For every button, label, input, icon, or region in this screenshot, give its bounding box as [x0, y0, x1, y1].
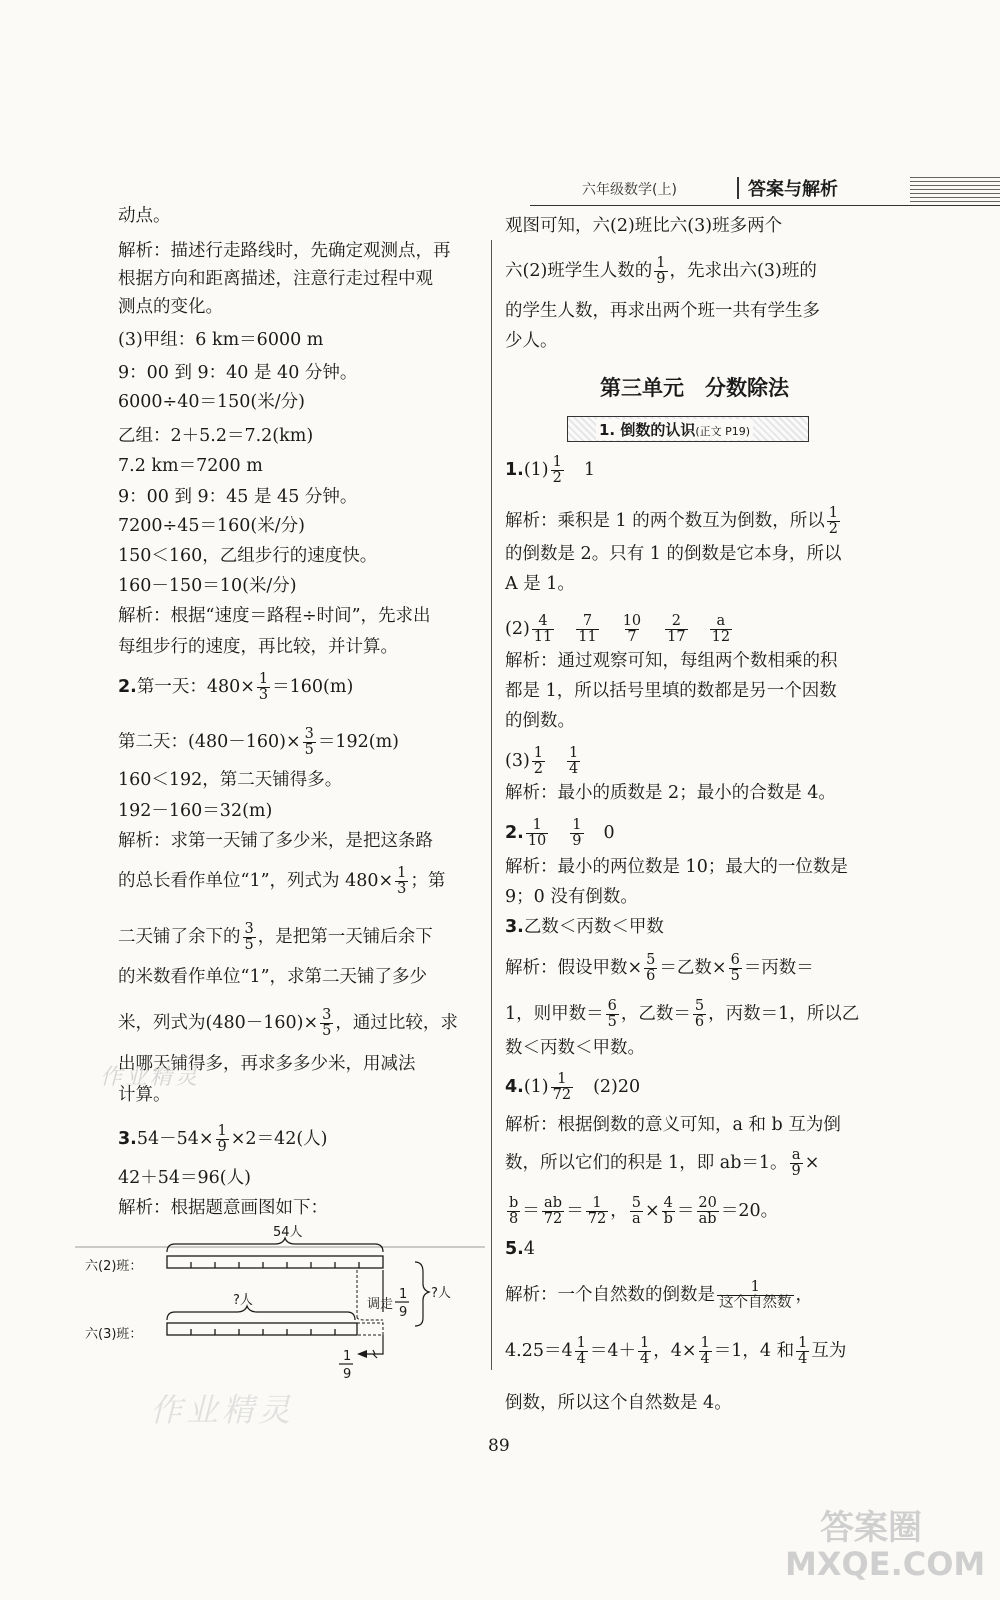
answer-1-line — [505, 455, 595, 486]
right-label: ?人 — [431, 1286, 451, 1301]
text-line — [505, 1196, 778, 1227]
denominator: 11 — [533, 629, 553, 645]
fraction — [532, 746, 545, 777]
fraction — [320, 1008, 333, 1039]
denominator: 72 — [587, 1211, 607, 1227]
text-span: ＝ — [522, 1201, 540, 1221]
header-stripes — [910, 177, 1000, 203]
header-title: 答案与解析 — [748, 179, 838, 200]
text-span: (2)20 — [593, 1077, 641, 1097]
denominator: 17 — [667, 629, 686, 645]
numerator: 20 — [698, 1195, 717, 1211]
text-span: (2) — [505, 619, 530, 639]
answer-2-line — [505, 818, 615, 849]
text-span: ＝160(m) — [272, 677, 354, 697]
text-span: ， — [610, 1201, 628, 1221]
text-span: ；第 — [410, 871, 446, 891]
fraction — [662, 1196, 675, 1227]
text-line: 7200÷45＝160(米/分) — [118, 516, 305, 536]
text-line: 乙组：2＋5.2＝7.2(km) — [118, 426, 314, 446]
numerator: 1 — [656, 255, 666, 271]
text-line: 的倒数。 — [505, 711, 575, 731]
section-heading — [596, 419, 753, 440]
text-line: 9：00 到 9：40 是 40 分钟。 — [118, 363, 358, 383]
top-label: 54人 — [273, 1225, 303, 1240]
text-line: 解析：根据题意画图如下： — [118, 1198, 328, 1218]
text-line: 倒数，所以这个自然数是 4。 — [505, 1393, 732, 1413]
move-label: 调走 — [367, 1297, 394, 1312]
text-line: 解析：根据“速度＝路程÷时间”，先求出 — [118, 606, 431, 626]
text-line — [118, 922, 433, 953]
text-line: A 是 1。 — [505, 574, 575, 594]
denominator: 3 — [397, 881, 407, 897]
text-line: 出哪天铺得多，再求多多少米，用减法 — [118, 1054, 416, 1074]
transfer-segment — [357, 1323, 383, 1335]
text-line: 根据方向和距离描述，注意行走过程中观 — [118, 269, 433, 289]
numerator: 5 — [631, 1195, 641, 1211]
numerator: 3 — [304, 726, 314, 742]
text-span: ，通过比较，求 — [335, 1013, 458, 1033]
denominator: 9 — [572, 833, 582, 849]
move-fraction-den: 9 — [399, 1305, 408, 1320]
numerator: 1 — [552, 454, 562, 470]
denominator: 9 — [217, 1139, 227, 1155]
text-span: ＝4＋ — [589, 1341, 636, 1361]
text-line — [505, 256, 817, 287]
page-header — [530, 165, 1000, 215]
denominator: 4 — [569, 761, 579, 777]
text-line: 9；0 没有倒数。 — [505, 887, 638, 907]
text-line: (3)甲组：6 km＝6000 m — [118, 330, 324, 350]
text-span: 的总长看作单位“1”，列式为 480× — [118, 871, 394, 891]
numerator: 4 — [663, 1195, 673, 1211]
denominator: 2 — [533, 761, 544, 777]
text-line — [505, 1336, 846, 1367]
text-line: 的米数看作单位“1”，求第二天铺了多少 — [118, 967, 428, 987]
text-line — [118, 866, 445, 897]
numerator: b — [509, 1195, 519, 1211]
text-span: ＝ — [566, 1201, 584, 1221]
numerator: 5 — [646, 952, 656, 968]
mid-brace — [167, 1306, 355, 1320]
text-line: 计算。 — [118, 1085, 171, 1105]
question-number: 4. — [505, 1077, 524, 1097]
fraction — [729, 953, 742, 984]
text-line: 每组步行的速度，再比较，并计算。 — [118, 637, 398, 657]
denominator: 10 — [527, 833, 547, 849]
fraction — [586, 1196, 608, 1227]
section-title: 1. 倒数的认识 — [599, 421, 696, 439]
fraction — [654, 256, 667, 287]
numerator: 2 — [671, 613, 681, 629]
fraction — [395, 866, 408, 897]
text-span: ，是把第一天铺后余下 — [257, 927, 433, 947]
text-span: 1 — [583, 460, 595, 480]
bar-6-2 — [167, 1256, 383, 1268]
top-brace — [167, 1238, 383, 1252]
answer-4-line — [505, 1072, 640, 1103]
text-span: ＝20。 — [720, 1201, 779, 1221]
numerator: 1 — [569, 745, 579, 761]
denominator: b — [663, 1211, 673, 1227]
text-line: 解析：通过观察可知，每组两个数相乘的积 — [505, 651, 838, 671]
numerator: 1 — [217, 1123, 227, 1139]
numerator: 3 — [244, 921, 254, 937]
text-span: 米，列式为(480－160)× — [118, 1013, 319, 1033]
text-span: ＝192(m) — [317, 732, 400, 752]
watermark-url: MXQE.COM — [785, 1545, 986, 1583]
numerator: 1 — [798, 1335, 808, 1351]
denominator: 6 — [646, 968, 656, 984]
text-line — [505, 506, 842, 537]
move-fraction-num: 1 — [399, 1287, 408, 1302]
numerator: 7 — [582, 613, 593, 629]
numerator: 3 — [322, 1007, 332, 1023]
fraction — [699, 1336, 712, 1367]
header-divider — [737, 177, 739, 199]
numerator: 1 — [700, 1335, 710, 1351]
denominator: 5 — [730, 968, 740, 984]
text-span: ＝ — [676, 1201, 695, 1221]
section-heading-box — [567, 416, 809, 442]
denominator: 72 — [543, 1211, 563, 1227]
denominator: 5 — [322, 1023, 332, 1039]
text-span: ，4× — [653, 1341, 697, 1361]
fraction — [551, 1072, 573, 1103]
denominator: 7 — [627, 629, 637, 645]
text-line: 解析：根据倒数的意义可知，a 和 b 互为倒 — [505, 1115, 841, 1135]
numerator: 1 — [639, 1335, 650, 1351]
text-span: 二天铺了余下的 — [118, 927, 241, 947]
text-span: 4 — [523, 1239, 535, 1259]
numerator: ab — [544, 1195, 562, 1211]
fraction — [567, 746, 580, 777]
bottom-fraction-num: 1 — [343, 1349, 352, 1364]
text-line: 解析：最小的质数是 2；最小的合数是 4。 — [505, 783, 836, 803]
text-line: 观图可知，六(2)班比六(3)班多两个 — [505, 216, 783, 236]
text-span: ＝1，4 和 — [713, 1341, 795, 1361]
denominator: 5 — [304, 742, 314, 758]
text-span: 解析：假设甲数× — [505, 958, 643, 978]
text-line: 160－150＝10(米/分) — [118, 576, 297, 596]
text-span: 数，所以它们的积是 1，即 ab＝1。 — [505, 1153, 788, 1173]
row-label-6-3: 六(3)班： — [85, 1327, 143, 1342]
denominator: 8 — [509, 1211, 519, 1227]
answer-5-line — [505, 1238, 535, 1260]
mid-label: ?人 — [233, 1293, 253, 1308]
numerator: 5 — [694, 998, 705, 1014]
fraction — [303, 727, 316, 758]
fraction — [621, 614, 643, 645]
fraction — [717, 1280, 794, 1311]
fraction — [216, 1124, 229, 1155]
fraction — [532, 614, 554, 645]
text-line: 7.2 km＝7200 m — [118, 456, 263, 476]
numerator: 1 — [572, 817, 582, 833]
numerator: 1 — [576, 1335, 586, 1351]
unit-title: 第三单元 分数除法 — [600, 376, 789, 400]
numerator: 1 — [557, 1071, 567, 1087]
denominator: 5 — [607, 1014, 617, 1030]
text-line: 解析：最小的两位数是 10；最大的一位数是 — [505, 857, 848, 877]
numerator: a — [791, 1147, 801, 1163]
text-span: × — [644, 1201, 660, 1221]
fraction — [576, 614, 598, 645]
text-line: 动点。 — [118, 206, 171, 226]
denominator: 3 — [258, 687, 269, 703]
numerator: 4 — [538, 613, 548, 629]
denominator: 2 — [552, 470, 562, 486]
denominator: 11 — [578, 629, 597, 645]
denominator: 2 — [828, 521, 838, 537]
text-line: 192－160＝32(m) — [118, 801, 273, 821]
text-line: 的倒数是 2。只有 1 的倒数是它本身，所以 — [505, 544, 842, 564]
denominator: 9 — [656, 271, 666, 287]
numerator: 1 — [532, 817, 542, 833]
text-line: 160＜192，第二天铺得多。 — [118, 770, 343, 790]
fraction — [570, 818, 583, 849]
grade-label: 六年级数学(上) — [582, 182, 677, 198]
text-line: 6000÷40＝150(米/分) — [118, 392, 305, 412]
text-line — [118, 727, 399, 758]
page-number: 89 — [488, 1436, 510, 1456]
denominator: 4 — [798, 1351, 808, 1367]
text-span: ＝乙数× — [659, 958, 727, 978]
numerator: 1 — [533, 745, 544, 761]
denominator: 6 — [694, 1014, 705, 1030]
text-line: 9：00 到 9：45 是 45 分钟。 — [118, 487, 358, 507]
fraction — [827, 506, 840, 537]
text-span: ，先求出六(3)班的 — [669, 261, 817, 281]
text-line — [505, 953, 814, 984]
fraction — [542, 1196, 564, 1227]
question-number: 5. — [505, 1239, 524, 1259]
section-ref: (正文 P19) — [695, 425, 751, 438]
text-span: (3) — [505, 751, 530, 771]
text-span: 解析：乘积是 1 的两个数互为倒数，所以 — [505, 511, 825, 531]
fraction — [644, 953, 657, 984]
text-span: 互为 — [811, 1341, 847, 1361]
text-line: 解析：求第一天铺了多少米，是把这条路 — [118, 831, 433, 851]
text-line: 42＋54＝96(人) — [118, 1168, 251, 1188]
fraction — [696, 1196, 718, 1227]
bottom-fraction-den: 9 — [343, 1367, 352, 1382]
text-span: ＝丙数＝ — [743, 958, 814, 978]
denominator: 这个自然数 — [719, 1295, 792, 1311]
watermark: 作业精灵 — [100, 1065, 201, 1090]
fraction — [790, 1148, 803, 1179]
fraction — [257, 672, 270, 703]
text-line — [505, 999, 859, 1030]
text-span: ，乙数＝ — [620, 1004, 691, 1024]
denominator: 4 — [639, 1351, 650, 1367]
numerator: 10 — [622, 613, 642, 629]
fraction — [606, 999, 619, 1030]
arrow-head — [357, 1350, 367, 1358]
fraction — [665, 614, 687, 645]
text-span: 4.25＝4 — [505, 1341, 573, 1361]
numerator: 6 — [730, 952, 740, 968]
answer-3-line — [505, 916, 664, 938]
denominator: a — [631, 1211, 641, 1227]
fraction — [243, 922, 256, 953]
numerator: 1 — [828, 505, 838, 521]
denominator: 4 — [700, 1351, 710, 1367]
fraction — [693, 999, 706, 1030]
fraction — [575, 1336, 588, 1367]
text-line: 解析：描述行走路线时，先确定观测点，再 — [118, 241, 451, 261]
text-line: 150＜160，乙组步行的速度快。 — [118, 546, 378, 566]
text-span: (1) — [523, 460, 549, 480]
question-number: 2. — [505, 823, 524, 843]
fraction — [507, 1196, 520, 1227]
text-line — [505, 1280, 813, 1311]
numerator: 1 — [750, 1279, 760, 1295]
question-2-line — [118, 672, 353, 703]
fraction — [796, 1336, 809, 1367]
right-brace — [415, 1262, 429, 1326]
watermark-logo: 答案圈 — [820, 1508, 922, 1548]
transfer-bracket — [357, 1270, 383, 1320]
denominator: 12 — [711, 629, 731, 645]
text-span: 0 — [603, 823, 615, 843]
text-line — [505, 614, 734, 645]
denominator: 4 — [576, 1351, 586, 1367]
fraction — [551, 455, 564, 486]
text-line: 少人。 — [505, 331, 558, 351]
text-span: (1) — [523, 1077, 549, 1097]
text-span: 1，则甲数＝ — [505, 1004, 604, 1024]
fraction — [638, 1336, 651, 1367]
denominator: ab — [698, 1211, 717, 1227]
denominator: 9 — [791, 1163, 801, 1179]
row-label-6-2: 六(2)班： — [85, 1259, 143, 1274]
text-line: 的学生人数，再求出两个班一共有学生多 — [505, 301, 820, 321]
question-number: 1. — [505, 460, 524, 480]
transfer-arrow — [365, 1270, 383, 1358]
text-line — [505, 1148, 819, 1179]
numerator: 6 — [607, 998, 617, 1014]
text-span: ×2＝42(人) — [230, 1129, 328, 1149]
text-line: 都是 1，所以括号里填的数都是另一个因数 — [505, 681, 837, 701]
numerator: a — [716, 613, 726, 629]
text-span: 六(2)班学生人数的 — [505, 261, 653, 281]
text-span: 解析：一个自然数的倒数是 — [505, 1285, 715, 1305]
numerator: 1 — [258, 671, 269, 687]
question-number: 3. — [505, 917, 524, 937]
line-segment-diagram — [75, 1222, 485, 1382]
fraction — [710, 614, 732, 645]
numerator: 1 — [592, 1195, 602, 1211]
numerator: 1 — [397, 865, 407, 881]
watermark: 作业精灵 — [150, 1391, 295, 1429]
text-span: ， — [795, 1285, 813, 1305]
text-span: ，丙数＝1，所以乙 — [708, 1004, 860, 1024]
text-span: × — [804, 1153, 820, 1173]
column-divider — [491, 240, 492, 1370]
question-number: 3. — [118, 1129, 137, 1149]
text-line: 测点的变化。 — [118, 297, 223, 317]
fraction — [630, 1196, 643, 1227]
question-number: 2. — [118, 677, 137, 697]
text-line — [118, 1008, 458, 1039]
text-line — [505, 746, 582, 777]
text-line: 数＜丙数＜甲数。 — [505, 1038, 645, 1058]
text-span: 第一天：480× — [136, 677, 255, 697]
question-3-line — [118, 1124, 328, 1155]
denominator: 5 — [244, 937, 254, 953]
text-span: 54－54× — [136, 1129, 214, 1149]
bar-6-3 — [167, 1323, 357, 1335]
text-span: 第二天：(480－160)× — [118, 732, 301, 752]
denominator: 72 — [552, 1087, 572, 1103]
text-span: 乙数＜丙数＜甲数 — [523, 917, 664, 937]
header-rule — [530, 205, 1000, 206]
fraction — [526, 818, 548, 849]
